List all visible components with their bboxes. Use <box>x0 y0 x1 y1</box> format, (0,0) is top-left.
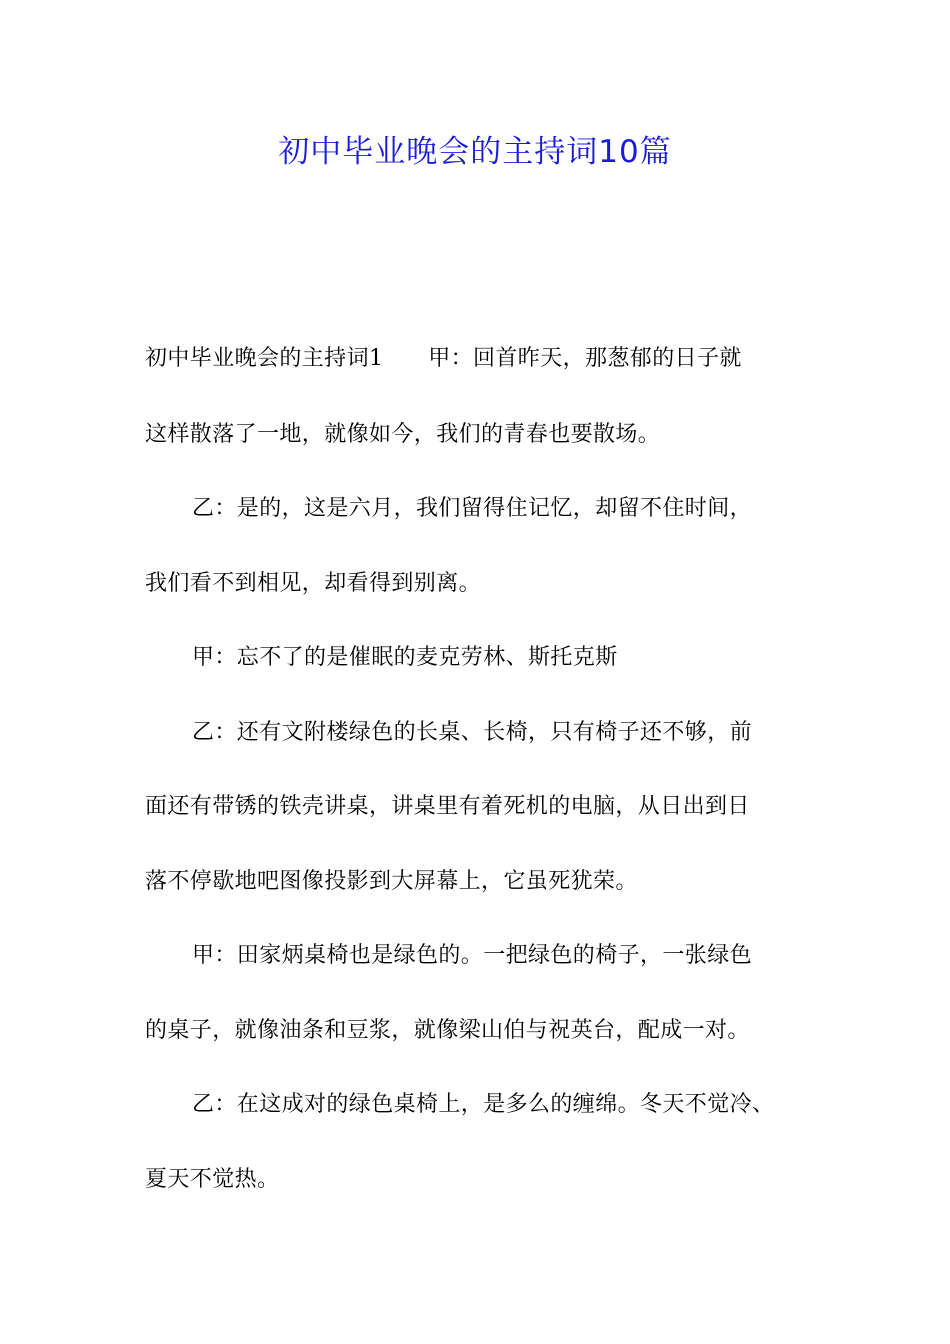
paragraph-line-1: 初中毕业晚会的主持词1 甲：回首昨天，那葱郁的日子就 <box>145 346 742 371</box>
paragraph-line-3: 乙：是的，这是六月，我们留得住记忆，却留不住时间， <box>192 496 753 521</box>
document-title: 初中毕业晚会的主持词10篇 <box>278 134 672 170</box>
paragraph-line-7: 面还有带锈的铁壳讲桌，讲桌里有着死机的电脑，从日出到日 <box>145 794 750 819</box>
paragraph-line-11: 乙：在这成对的绿色桌椅上，是多么的缠绵。冬天不觉冷、 <box>192 1092 775 1117</box>
paragraph-line-12: 夏天不觉热。 <box>145 1167 280 1192</box>
paragraph-line-8: 落不停歇地吧图像投影到大屏幕上，它虽死犹荣。 <box>145 869 638 894</box>
paragraph-line-10: 的桌子，就像油条和豆浆，就像梁山伯与祝英台，配成一对。 <box>145 1018 750 1043</box>
paragraph-line-2: 这样散落了一地，就像如今，我们的青春也要散场。 <box>145 422 661 447</box>
paragraph-line-5: 甲：忘不了的是催眠的麦克劳林、斯托克斯 <box>192 645 618 670</box>
paragraph-line-4: 我们看不到相见，却看得到别离。 <box>145 571 482 596</box>
paragraph-line-6: 乙：还有文附楼绿色的长桌、长椅，只有椅子还不够，前 <box>192 720 753 745</box>
paragraph-line-9: 甲：田家炳桌椅也是绿色的。一把绿色的椅子，一张绿色 <box>192 943 753 968</box>
